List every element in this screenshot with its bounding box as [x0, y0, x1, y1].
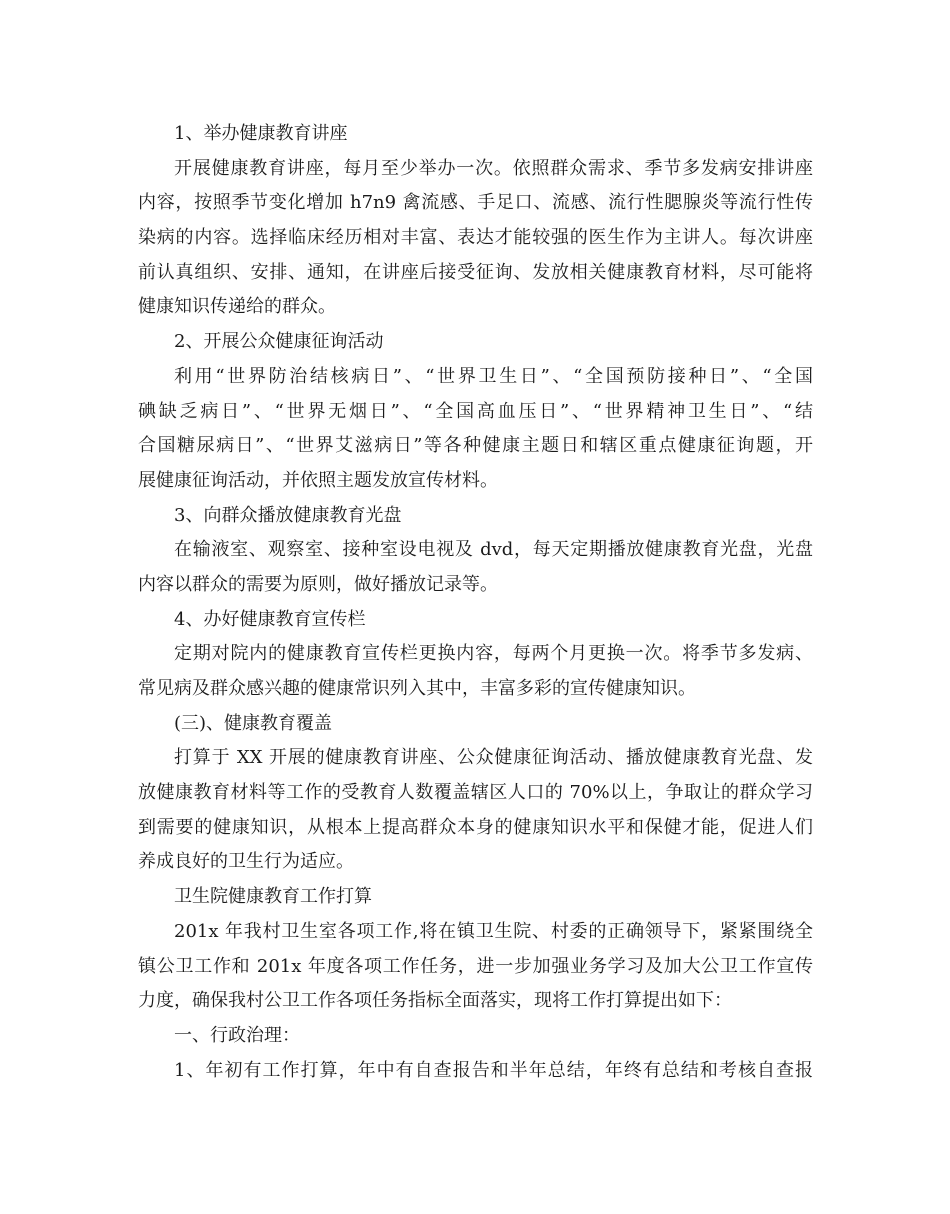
text-line: 利用“世界防治结核病日”、“世界卫生日”、“全国预防接种日”、“全国: [174, 365, 813, 387]
text-line: 201x 年我村卫生室各项工作,将在镇卫生院、村委的正确领导下，紧紧围绕全: [174, 920, 813, 942]
text-line: 放健康教育材料等工作的受教育人数覆盖辖区人口的 70%以上，争取让的群众学习: [138, 782, 813, 804]
text-line: 1、举办健康教育讲座: [174, 123, 348, 144]
text-line: 内容以群众的需要为原则，做好播放记录等。: [138, 573, 498, 595]
text-line: 力度，确保我村公卫工作各项任务指标全面落实，现将工作打算提出如下：: [138, 990, 732, 1012]
text-line: 打算于 XX 开展的健康教育讲座、公众健康征询活动、播放健康教育光盘、发: [174, 747, 813, 769]
text-line: 内容，按照季节变化增加 h7n9 禽流感、手足口、流感、流行性腮腺炎等流行性传: [138, 192, 813, 214]
text-line: 染病的内容。选择临床经历相对丰富、表达才能较强的医生作为主讲人。每次讲座: [138, 227, 813, 249]
text-line: 一、行政治理：: [174, 1024, 300, 1046]
text-line: 前认真组织、安排、通知，在讲座后接受征询、发放相关健康教育材料，尽可能将: [138, 261, 813, 283]
text-line: 常见病及群众感兴趣的健康常识列入其中，丰富多彩的宣传健康知识。: [138, 678, 696, 699]
text-line: 开展健康教育讲座，每月至少举办一次。依照群众需求、季节多发病安排讲座: [174, 157, 813, 179]
text-line: 镇公卫工作和 201x 年度各项工作任务，进一步加强业务学习及加大公卫工作宣传: [138, 955, 813, 977]
text-line: 健康知识传递给的群众。: [138, 296, 336, 318]
text-line: 2、开展公众健康征询活动: [174, 331, 384, 353]
text-line: 1、年初有工作打算，年中有自查报告和半年总结，年终有总结和考核自查报: [174, 1059, 813, 1081]
text-line: 卫生院健康教育工作打算: [174, 886, 372, 908]
text-line: 到需要的健康知识，从根本上提高群众本身的健康知识水平和保健才能，促进人们: [138, 816, 813, 838]
text-line: 在输液室、观察室、接种室设电视及 dvd，每天定期播放健康教育光盘，光盘: [174, 539, 813, 561]
text-line: 定期对院内的健康教育宣传栏更换内容，每两个月更换一次。将季节多发病、: [174, 643, 813, 665]
text-line: 碘缺乏病日”、“世界无烟日”、“全国高血压日”、“世界精神卫生日”、“结: [138, 400, 813, 422]
text-line: 4、办好健康教育宣传栏: [174, 608, 366, 630]
text-line: (三)、健康教育覆盖: [174, 712, 333, 734]
text-line: 合国糖尿病日”、“世界艾滋病日”等各种健康主题日和辖区重点健康征询题，开: [138, 435, 813, 457]
document-body: [138, 117, 813, 1088]
text-line: 养成良好的卫生行为适应。: [138, 851, 354, 873]
text-line: 展健康征询活动，并依照主题发放宣传材料。: [138, 469, 498, 491]
text-line: 3、向群众播放健康教育光盘: [174, 504, 402, 526]
